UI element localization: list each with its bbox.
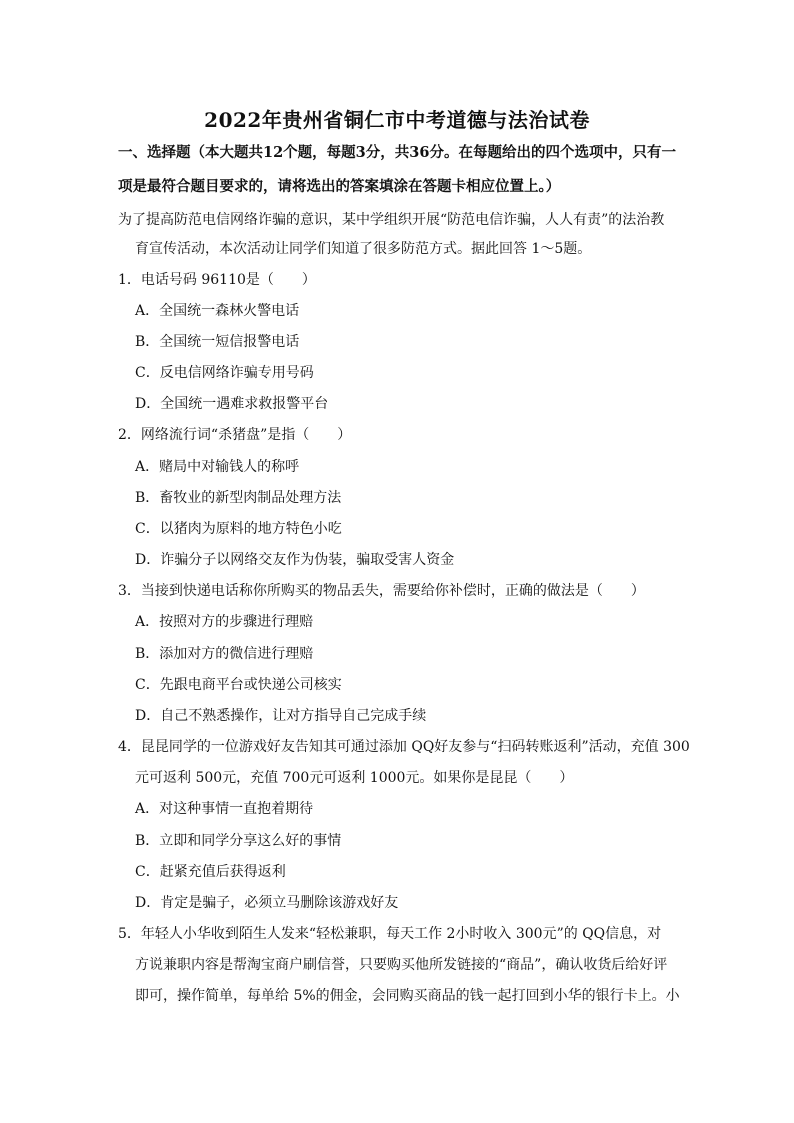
question-3-stem: 3．当接到快递电话称你所购买的物品丢失，需要给你补偿时，正确的做法是（ ）	[118, 583, 645, 599]
question-1-option-d[interactable]: D．全国统一遇难求救报警平台	[135, 396, 329, 412]
question-5-stem-cont: 方说兼职内容是帮淘宝商户刷信誉，只要购买他所发链接的“商品”，确认收货后给好评	[135, 957, 668, 973]
question-2-option-b[interactable]: B．畜牧业的新型肉制品处理方法	[135, 490, 342, 506]
section-heading-line2: 项是最符合题目要求的，请将选出的答案填涂在答题卡相应位置上。）	[118, 178, 561, 195]
question-4-option-a[interactable]: A．对这种事情一直抱着期待	[135, 801, 314, 817]
question-4-option-c[interactable]: C．赶紧充值后获得返利	[135, 864, 286, 880]
question-5-stem: 5．年轻人小华收到陌生人发来“轻松兼职，每天工作 2小时收入 300元”的 QQ信息，对	[118, 926, 662, 942]
question-1-option-a[interactable]: A．全国统一森林火警电话	[135, 303, 300, 319]
question-3-option-c[interactable]: C．先跟电商平台或快递公司核实	[135, 677, 342, 693]
page-title: 2022年贵州省铜仁市中考道德与法治试卷	[204, 108, 590, 132]
question-4-stem-cont: 元可返利 500元，充值 700元可返利 1000元。如果你是昆昆（ ）	[135, 770, 574, 786]
question-3-option-b[interactable]: B．添加对方的微信进行理赔	[135, 646, 314, 662]
question-1-option-c[interactable]: C．反电信网络诈骗专用号码	[135, 365, 314, 381]
question-3-option-d[interactable]: D．自己不熟悉操作，让对方指导自己完成手续	[135, 708, 427, 724]
intro-line2: 育宣传活动，本次活动让同学们知道了很多防范方式。据此回答 1～5题。	[135, 241, 592, 257]
question-4-option-b[interactable]: B．立即和同学分享这么好的事情	[135, 833, 342, 849]
question-5-stem-cont2: 即可，操作简单，每单给 5%的佣金，会同购买商品的钱一起打回到小华的银行卡上。小	[135, 988, 680, 1004]
question-1-option-b[interactable]: B．全国统一短信报警电话	[135, 334, 300, 350]
question-2-option-c[interactable]: C．以猪肉为原料的地方特色小吃	[135, 521, 342, 537]
question-2-option-d[interactable]: D．诈骗分子以网络交友作为伪装，骗取受害人资金	[135, 552, 455, 568]
section-heading-line1: 一、选择题（本大题共12个题，每题3分，共36分。在每题给出的四个选项中，只有一	[118, 144, 676, 161]
question-4-option-d[interactable]: D．肯定是骗子，必须立马删除该游戏好友	[135, 895, 399, 911]
question-1-stem: 1．电话号码 96110是（ ）	[118, 272, 316, 288]
question-3-option-a[interactable]: A．按照对方的步骤进行理赔	[135, 614, 314, 630]
question-2-option-a[interactable]: A．赌局中对输钱人的称呼	[135, 459, 300, 475]
question-4-stem: 4．昆昆同学的一位游戏好友告知其可通过添加 QQ好友参与“扫码转账返利”活动，充值 300	[118, 739, 690, 755]
intro-line1: 为了提高防范电信网络诈骗的意识，某中学组织开展“防范电信诈骗，人人有责”的法治教	[118, 212, 665, 228]
question-2-stem: 2．网络流行词“杀猪盘”是指（ ）	[118, 427, 352, 443]
